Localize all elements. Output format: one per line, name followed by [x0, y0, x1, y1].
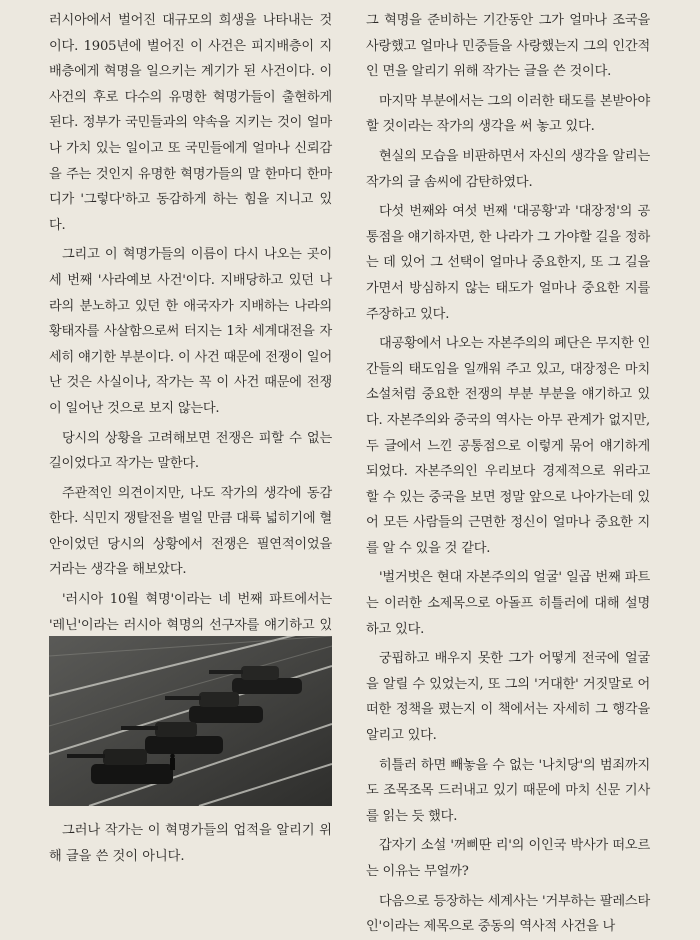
paragraph: 대공황에서 나오는 자본주의의 폐단은 무지한 인간들의 태도임을 일깨워 주고 있고, 대장정은 마치 소설처럼 중요한 전쟁의 부분 부분을 얘기하고 있다. 자본주의와 중국의 역사는 아무 관계가 없지만, 두 글에서 느낀 공통점으로 이렇게 묶어 얘기하게 되었다. 자본주의인 우리보다 경제적으로 위라고 할 수 있는 중국을 보면 정말 앞으로 나아가는데 있어 모든 사람들의 근면한 정신이 얼마나 중요한 지를 알 수 있을 것 같다.	[366, 336, 650, 556]
paragraph: 궁핍하고 배우지 못한 그가 어떻게 전국에 얼굴을 알릴 수 있었는지, 또 그의 '거대한' 거짓말로 어떠한 정책을 폈는지 이 책에서는 자세히 그 행각을 알리고 있다.	[366, 651, 650, 744]
paragraph: 히틀러 하면 빼놓을 수 없는 '나치당'의 범죄까지도 조목조목 드러내고 있기 때문에 마치 신문 기사를 읽는 듯 했다.	[366, 757, 650, 824]
left-column-after-photo	[49, 818, 332, 869]
tank-column-photo	[49, 636, 332, 806]
paragraph: 그러나 작가는 이 혁명가들의 업적을 알리기 위해 글을 쓴 것이 아니다.	[49, 823, 332, 864]
paragraph: 현실의 모습을 비판하면서 자신의 생각을 알리는 작가의 글 솜씨에 감탄하였다.	[366, 148, 650, 190]
paragraph: 갑자기 소설 '꺼삐딴 리'의 이인국 박사가 떠오르는 이유는 무얼까?	[366, 838, 650, 879]
paragraph: 다음으로 등장하는 세계사는 '거부하는 팔레스타인'이라는 제목으로 중동의 역사적 사건을 나	[366, 893, 650, 935]
paragraph: 그리고 이 혁명가들의 이름이 다시 나오는 곳이 세 번째 '사라예보 사건'이다. 지배당하고 있던 나라의 분노하고 있던 한 애국자가 지배하는 나라의 황태자를 사살함으로써 터지는 1차 세계대전을 자세히 얘기한 부분이다. 이 사건 때문에 전쟁이 일어난 것은 사실이나, 작가는 꼭 이 사건 때문에 전쟁이 일어난 것으로 보지 않는다.	[49, 247, 332, 416]
paragraph: '러시아 10월 혁명'이라는 네 번째 파트에서는 '레닌'이라는 러시아 혁명의 선구자를 얘기하고 있	[49, 592, 332, 633]
paragraph: '벌거벗은 현대 자본주의의 얼굴' 일곱 번째 파트는 이러한 소제목으로 아돌프 히틀러에 대해 설명하고 있다.	[366, 570, 650, 637]
paragraph: 당시의 상황을 고려해보면 전쟁은 피할 수 없는 길이었다고 작가는 말한다.	[49, 430, 332, 472]
person-icon	[170, 754, 175, 770]
tank-photo-illustration	[49, 636, 332, 806]
paragraph: 마지막 부분에서는 그의 이러한 태도를 본받아야 할 것이라는 작가의 생각을 써 놓고 있다.	[366, 93, 650, 135]
paragraph: 다섯 번째와 여섯 번째 '대공황'과 '대장정'의 공통점을 얘기하자면, 한 나라가 그 가야할 길을 정하는 데 있어 그 선택이 얼마나 중요한지, 또 그 길을 가면서 방심하지 않는 태도가 얼마나 중요한 지를 주장하고 있다.	[366, 204, 650, 322]
paragraph: 주관적인 의견이지만, 나도 작가의 생각에 동감한다. 식민지 쟁탈전을 벌일 만큼 대륙 넓히기에 혈안이었던 당시의 상황에서 전쟁은 필연적이었을 거라는 생각을 해보았다.	[49, 485, 332, 578]
paragraph: 러시아에서 벌어진 대규모의 희생을 나타내는 것이다. 1905년에 벌어진 이 사건은 피지배층이 지배층에게 혁명을 일으키는 계기가 된 사건이다. 이 사건의 후로 다수의 유명한 혁명가들이 출현하게 된다. 정부가 국민들과의 약속을 지키는 것이 얼마나 가치 있는 일이고 또 국민들에게 얼마나 신뢰감을 주는 것인지 유명한 혁명가들의 말 한마디 한마디가 '그렇다'하고 동감하게 하는 힘을 지니고 있다.	[49, 13, 332, 233]
paragraph: 그 혁명을 준비하는 기간동안 그가 얼마나 조국을 사랑했고 얼마나 민중들을 사랑했는지 그의 인간적인 면을 알리기 위해 작가는 글을 쓴 것이다.	[366, 13, 650, 80]
right-column	[366, 8, 650, 940]
left-column	[49, 8, 332, 689]
